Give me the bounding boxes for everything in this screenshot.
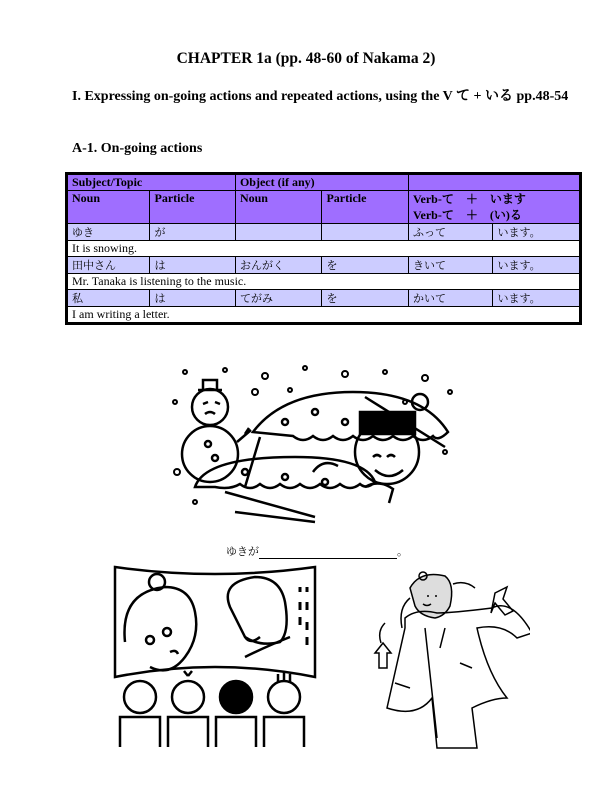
cell-aux: います。 — [493, 224, 581, 241]
exercise-end-mark: 。 — [397, 545, 408, 558]
header-object: Object (if any) — [235, 174, 408, 191]
header-object-particle: Particle — [322, 191, 409, 224]
header-subject-particle: Particle — [150, 191, 235, 224]
table-row — [67, 224, 581, 241]
audience — [120, 671, 304, 747]
translation-row — [67, 307, 581, 324]
cell-verb-te: かいて — [408, 290, 492, 307]
movie-screen — [115, 567, 315, 677]
coat-woman-illustration — [365, 568, 530, 753]
coat — [387, 606, 530, 748]
cell-object-particle: を — [322, 257, 409, 274]
snow-car-illustration — [165, 362, 457, 530]
header-subject-noun: Noun — [67, 191, 150, 224]
cell-aux: います。 — [493, 257, 581, 274]
header-verb-masu: Verb-て ＋ います — [412, 192, 526, 206]
translation: Mr. Tanaka is listening to the music. — [67, 274, 581, 290]
cell-subject: ゆき — [67, 224, 150, 241]
cell-object — [235, 224, 322, 241]
table-row — [67, 257, 581, 274]
header-verb-group — [408, 174, 580, 191]
screen-man — [228, 577, 307, 657]
cell-subject: 私 — [67, 290, 150, 307]
cell-object-particle — [322, 224, 409, 241]
subsection-heading: A-1. On-going actions — [72, 141, 203, 156]
translation-row — [67, 241, 581, 257]
cell-verb-te: きいて — [408, 257, 492, 274]
cell-object: てがみ — [235, 290, 322, 307]
translation-row — [67, 274, 581, 290]
header-verb-iru: Verb-て ＋ (い)る — [412, 208, 522, 222]
movie-audience-illustration — [105, 562, 325, 747]
header-verb — [408, 191, 580, 224]
header-object-noun: Noun — [235, 191, 322, 224]
cell-subject-particle: は — [150, 290, 235, 307]
cell-aux: います。 — [493, 290, 581, 307]
grammar-table — [65, 172, 582, 325]
header-subject-topic: Subject/Topic — [67, 174, 236, 191]
answer-blank[interactable] — [259, 547, 397, 559]
table-row — [67, 290, 581, 307]
cell-subject: 田中さん — [67, 257, 150, 274]
page-title: CHAPTER 1a (pp. 48-60 of Nakama 2) — [176, 50, 436, 67]
translation: It is snowing. — [67, 241, 581, 257]
section-heading: I. Expressing on-going actions and repeated actions, using the V て + いる pp.48-54 — [72, 89, 569, 104]
woman-head — [401, 572, 452, 628]
cell-object: おんがく — [235, 257, 322, 274]
translation: I am writing a letter. — [67, 307, 581, 324]
group-header-row — [67, 174, 581, 191]
exercise-prompt-text: ゆきが — [226, 545, 259, 558]
cell-verb-te: ふって — [408, 224, 492, 241]
cell-subject-particle: は — [150, 257, 235, 274]
screen-woman — [125, 574, 197, 670]
cell-subject-particle: が — [150, 224, 235, 241]
exercise-prompt — [226, 543, 408, 559]
cell-object-particle: を — [322, 290, 409, 307]
column-header-row — [67, 191, 581, 224]
